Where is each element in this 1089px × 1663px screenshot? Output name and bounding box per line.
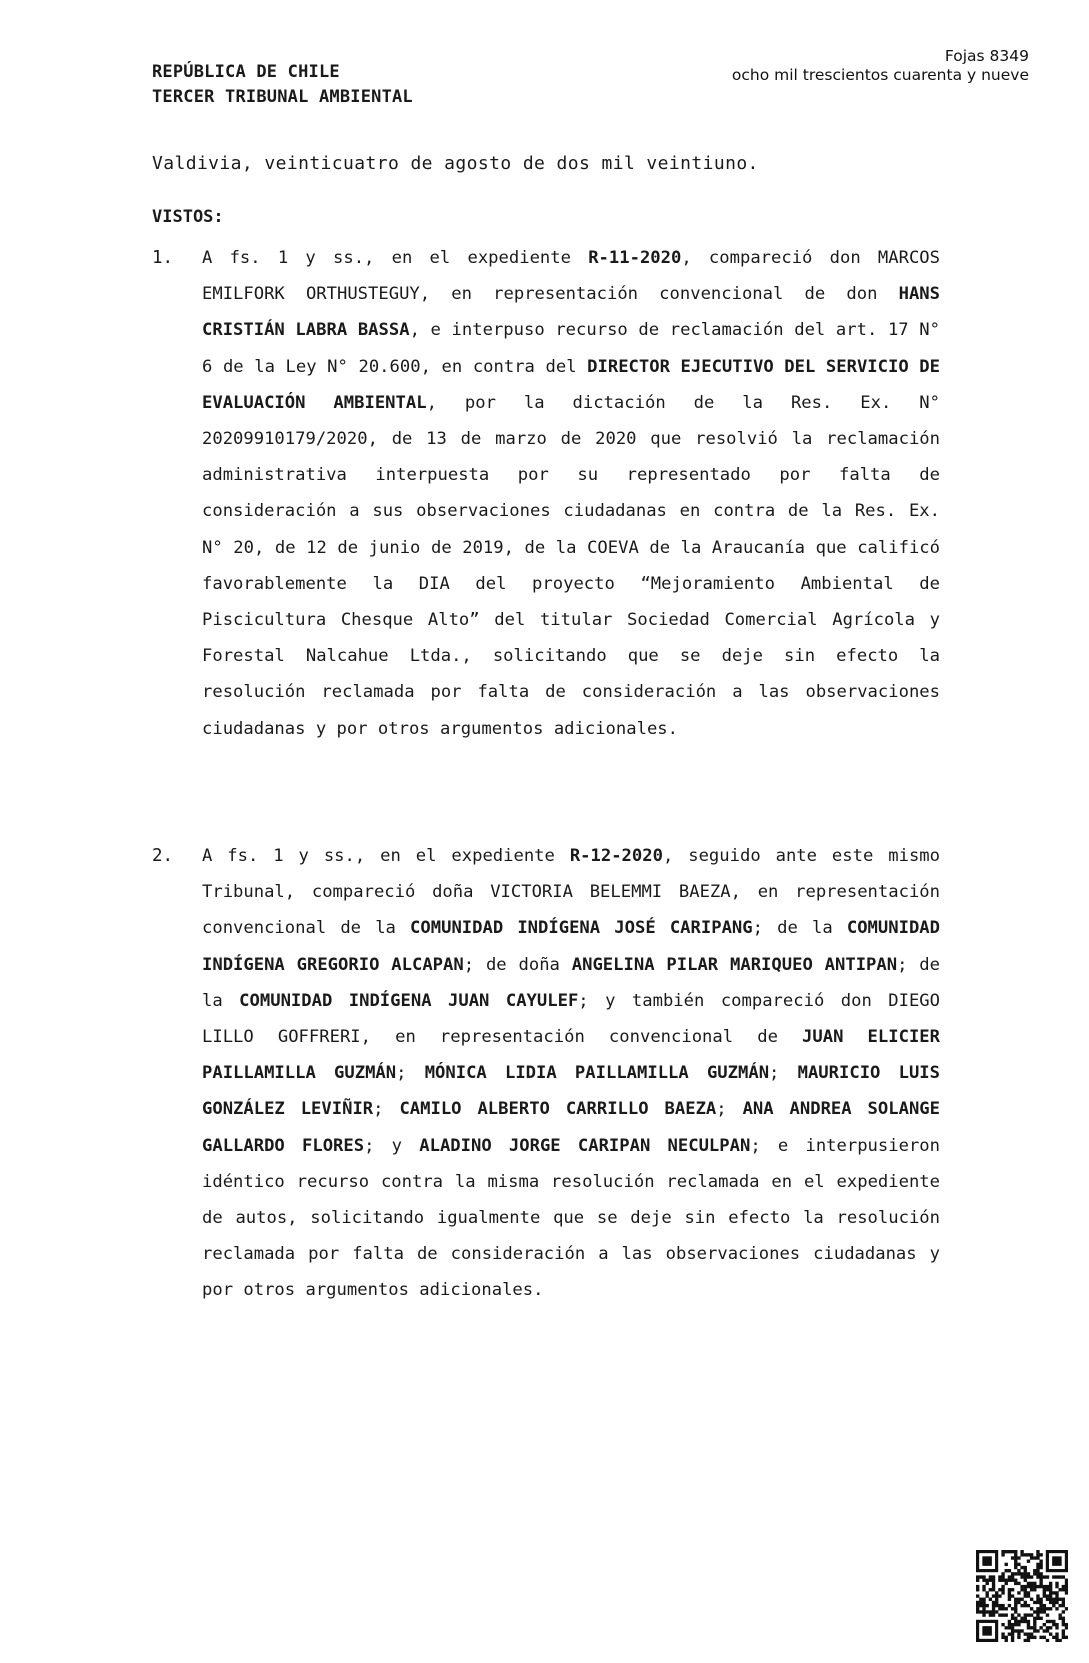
bold-text-run: COMUNIDAD INDÍGENA GREGORIO ALCAPAN: [202, 918, 940, 975]
bold-text-run: CAMILO ALBERTO CARRILLO BAEZA: [399, 1099, 717, 1120]
text-run: , por la dictación de la Res. Ex. N° 20209910179/2020, de 13 de marzo de 2020 que resolvió la reclamación administrativa interpuesta por su representado por falta de consideración a sus observaciones ciudadanas en contra de la Res. Ex. N° 20, de 12 de junio de 2019, de la COEVA de la Araucanía que calificó favorablemente la DIA del proyecto “Mejoramiento Ambiental de Piscicultura Chesque Alto” del titular Sociedad Comercial Agrícola y Forestal Nalcahue Ltda., solicitando que se deje sin efecto la resolución reclamada por falta de consideración a las observaciones ciudadanas y por otros argumentos adicionales.: [202, 392, 940, 739]
bold-text-run: R-12-2020: [569, 846, 663, 866]
folio-words: ocho mil trescientos cuarenta y nueve: [731, 66, 1029, 84]
document-header: [152, 60, 413, 110]
bold-text-run: MAURICIO LUIS GONZÁLEZ LEVIÑIR: [202, 1063, 940, 1120]
paragraph-number: 2.: [152, 846, 174, 866]
bold-text-run: MÓNICA LIDIA PAILLAMILLA GUZMÁN: [424, 1063, 770, 1084]
text-run: ;: [769, 1063, 798, 1084]
bold-text-run: HANS CRISTIÁN LABRA BASSA: [202, 284, 940, 341]
section-heading: VISTOS:: [152, 207, 224, 227]
paragraph-number: 1.: [152, 248, 174, 268]
folio-stamp: [732, 47, 1029, 85]
text-run: ; de la: [202, 954, 940, 1011]
bold-text-run: COMUNIDAD INDÍGENA JOSÉ CARIPANG: [410, 918, 753, 939]
paragraph-body: [202, 838, 940, 1309]
bold-text-run: R-11-2020: [588, 248, 682, 268]
text-run: ;: [396, 1063, 425, 1084]
text-run: ; y también compareció don DIEGO LILLO GOFFRERI, en representación convencional de: [202, 990, 940, 1048]
folio-number: Fojas 8349: [944, 47, 1029, 65]
text-run: ;: [373, 1099, 400, 1120]
text-run: , compareció don MARCOS EMILFORK ORTHUSTEGUY, en representación convencional de don: [202, 248, 940, 305]
date-line: Valdivia, veinticuatro de agosto de dos mil veintiuno.: [152, 153, 759, 174]
tribunal-name: TERCER TRIBUNAL AMBIENTAL: [152, 87, 413, 107]
bold-text-run: ANGELINA PILAR MARIQUEO ANTIPAN: [571, 954, 898, 975]
text-run: ; e interpusieron idéntico recurso contra la misma resolución reclamada en el expediente de autos, solicitando igualmente que se deje sin efecto la resolución reclamada por falta de consideración a las observaciones ciudadanas y por otros argumentos adicionales.: [202, 1135, 940, 1301]
bold-text-run: DIRECTOR EJECUTIVO DEL SERVICIO DE EVALUACIÓN AMBIENTAL: [202, 356, 940, 413]
numbered-paragraph: [152, 240, 940, 747]
paragraph-body: [202, 240, 940, 747]
republic-name: REPÚBLICA DE CHILE: [152, 62, 340, 82]
text-run: ; de la: [752, 918, 847, 939]
text-run: A fs. 1 y ss., en el expediente: [202, 846, 570, 866]
text-run: A fs. 1 y ss., en el expediente: [202, 248, 589, 268]
bold-text-run: ANA ANDREA SOLANGE GALLARDO FLORES: [202, 1099, 940, 1156]
text-run: , e interpuso recurso de reclamación del art. 17 N° 6 de la Ley N° 20.600, en contra del: [202, 320, 940, 377]
bold-text-run: COMUNIDAD INDÍGENA JUAN CAYULEF: [239, 990, 579, 1011]
qr-code-icon: [976, 1550, 1068, 1642]
bold-text-run: ALADINO JORGE CARIPAN NECULPAN: [419, 1135, 751, 1156]
bold-text-run: JUAN ELICIER PAILLAMILLA GUZMÁN: [202, 1027, 940, 1084]
text-run: ; de doña: [463, 954, 572, 975]
text-run: ;: [716, 1099, 743, 1120]
text-run: , seguido ante este mismo Tribunal, compareció doña VICTORIA BELEMMI BAEZA, en representación convencional de la: [202, 846, 940, 939]
numbered-paragraph: [152, 838, 940, 1309]
text-run: ; y: [364, 1135, 420, 1156]
